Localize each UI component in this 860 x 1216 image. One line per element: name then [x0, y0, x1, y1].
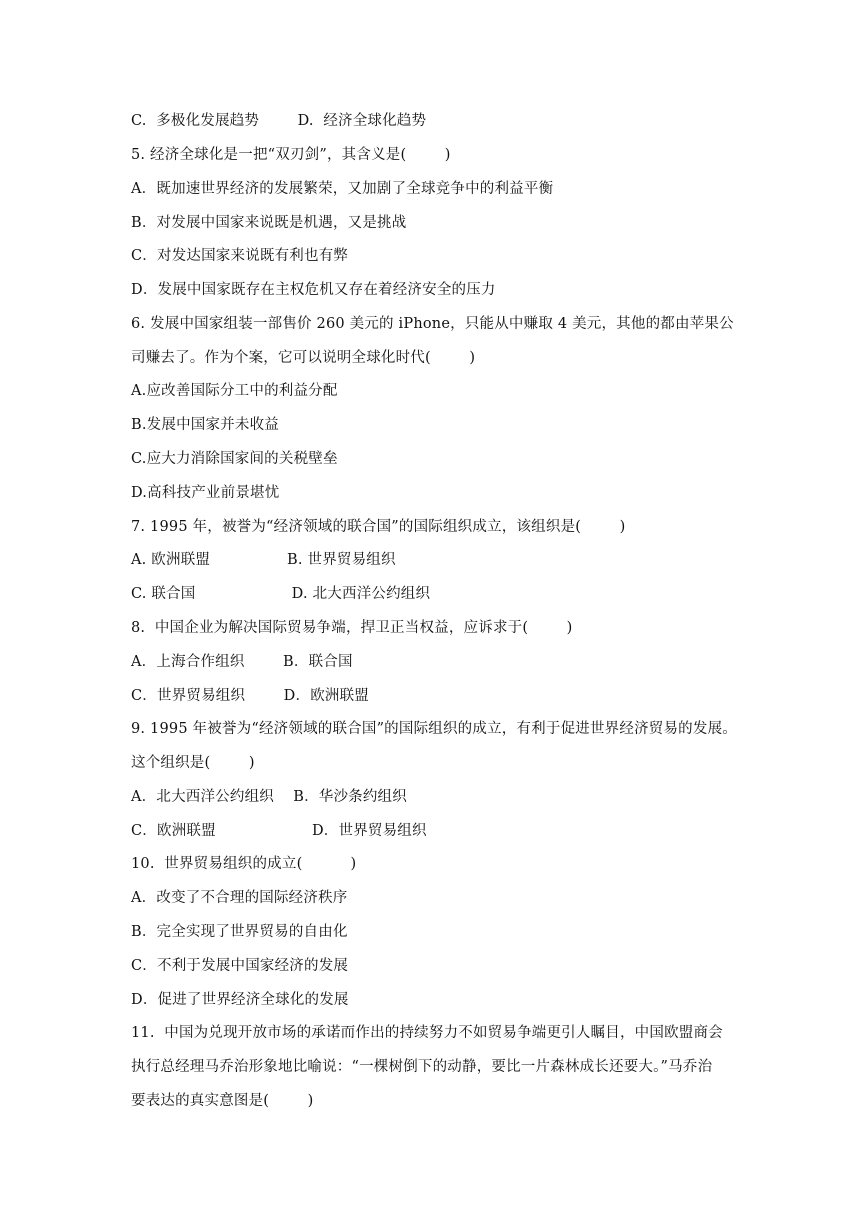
option-line: D．发展中国家既存在主权危机又存在着经济安全的压力 [131, 282, 496, 298]
option-line: A．北大西洋公约组织 B．华沙条约组织 [131, 789, 407, 805]
question-6: 6. 发展中国家组装一部售价 260 美元的 iPhone，只能从中赚取 4 美元，其他的都由苹果公 [131, 316, 734, 332]
question-7: 7. 1995 年，被誉为“经济领域的联合国”的国际组织成立，该组织是( ) [131, 519, 626, 535]
option-line: D．促进了世界经济全球化的发展 [131, 992, 349, 1008]
question-10: 10. 世界贸易组织的成立( ) [131, 856, 357, 872]
option-line: B．完全实现了世界贸易的自由化 [131, 924, 348, 940]
text-line: 司赚去了。作为个案，它可以说明全球化时代( ) [131, 350, 476, 366]
question-8: 8. 中国企业为解决国际贸易争端，捍卫正当权益，应诉求于( ) [131, 620, 573, 636]
text-line: 这个组织是( ) [131, 755, 255, 771]
option-line: B.发展中国家并未收益 [131, 417, 279, 433]
option-line: A．既加速世界经济的发展繁荣，又加剧了全球竞争中的利益平衡 [131, 181, 554, 197]
option-line: C．对发达国家来说既有利也有弊 [131, 248, 349, 264]
question-11: 11. 中国为兑现开放市场的承诺而作出的持续努力不如贸易争端更引人瞩目，中国欧盟商会 [131, 1025, 723, 1041]
text-line: 执行总经理马乔治形象地比喻说：“一棵树倒下的动静，要比一片森林成长还要大。”马乔治 [131, 1059, 713, 1075]
text-line: C. 多极化发展趋势 D. 经济全球化趋势 [131, 113, 427, 129]
option-line: C．世界贸易组织 D．欧洲联盟 [131, 688, 369, 704]
text-line: 要表达的真实意图是( ) [131, 1093, 314, 1109]
question-5: 5. 经济全球化是一把“双刃剑”，其含义是( ) [131, 147, 451, 163]
option-line: A.应改善国际分工中的利益分配 [131, 383, 338, 399]
option-line: A．上海合作组织 B．联合国 [131, 654, 353, 670]
option-line: D.高科技产业前景堪忧 [131, 485, 280, 501]
option-line: A．改变了不合理的国际经济秩序 [131, 890, 348, 906]
option-line: C．欧洲联盟 D．世界贸易组织 [131, 823, 427, 839]
option-line: A. 欧洲联盟 B. 世界贸易组织 [131, 552, 396, 568]
question-9: 9. 1995 年被誉为“经济领域的联合国”的国际组织的成立，有利于促进世界经济贸易的发展。 [131, 721, 737, 737]
option-line: C. 联合国 D. 北大西洋公约组织 [131, 586, 431, 602]
option-line: C.应大力消除国家间的关税壁垒 [131, 451, 338, 467]
option-line: C．不利于发展中国家经济的发展 [131, 958, 349, 974]
option-line: B．对发展中国家来说既是机遇，又是挑战 [131, 215, 407, 231]
